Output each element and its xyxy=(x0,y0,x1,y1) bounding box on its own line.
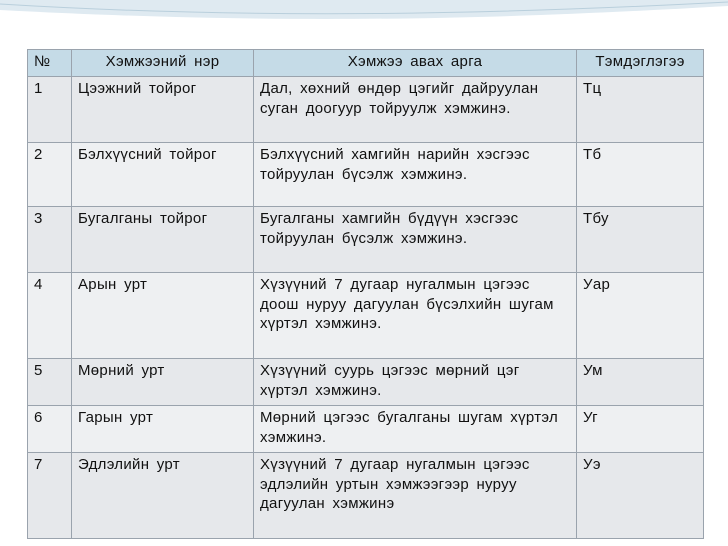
table-row xyxy=(28,453,704,539)
cell-no: 1 xyxy=(28,77,72,143)
cell-note: Уэ xyxy=(577,453,704,539)
cell-note: Тц xyxy=(577,77,704,143)
cell-name: Эдлэлийн урт xyxy=(72,453,254,539)
cell-note: Тбу xyxy=(577,207,704,273)
table-row xyxy=(28,406,704,453)
header-no: № xyxy=(28,50,72,77)
cell-no: 5 xyxy=(28,359,72,406)
header-note: Тэмдэглэгээ xyxy=(577,50,704,77)
table-row xyxy=(28,359,704,406)
table-row xyxy=(28,273,704,359)
table-row xyxy=(28,207,704,273)
cell-name: Мөрний урт xyxy=(72,359,254,406)
cell-method: Дал, хөхний өндөр цэгийг дайруулан суган доогуур тойруулж хэмжинэ. xyxy=(254,77,577,143)
cell-note: Уар xyxy=(577,273,704,359)
cell-method: Мөрний цэгээс бугалганы шугам хүртэл хэмжинэ. xyxy=(254,406,577,453)
cell-name: Цээжний тойрог xyxy=(72,77,254,143)
cell-name: Бэлхүүсний тойрог xyxy=(72,143,254,207)
cell-no: 2 xyxy=(28,143,72,207)
cell-no: 7 xyxy=(28,453,72,539)
cell-name: Бугалганы тойрог xyxy=(72,207,254,273)
cell-name: Гарын урт xyxy=(72,406,254,453)
table-row xyxy=(28,77,704,143)
cell-method: Хүзүүний 7 дугаар нугалмын цэгээс эдлэлийн уртын хэмжээгээр нуруу дагуулан хэмжинэ xyxy=(254,453,577,539)
cell-method: Хүзүүний 7 дугаар нугалмын цэгээс доош нуруу дагуулан бүсэлхийн шугам хүртэл хэмжинэ. xyxy=(254,273,577,359)
cell-method: Бэлхүүсний хамгийн нарийн хэсгээс тойруулан бүсэлж хэмжинэ. xyxy=(254,143,577,207)
header-name: Хэмжээний нэр xyxy=(72,50,254,77)
cell-note: Уг xyxy=(577,406,704,453)
cell-note: Ум xyxy=(577,359,704,406)
cell-no: 4 xyxy=(28,273,72,359)
cell-method: Бугалганы хамгийн бүдүүн хэсгээс тойруулан бүсэлж хэмжинэ. xyxy=(254,207,577,273)
cell-no: 3 xyxy=(28,207,72,273)
decorative-swoosh xyxy=(0,0,728,40)
cell-no: 6 xyxy=(28,406,72,453)
measurement-table xyxy=(27,49,704,539)
cell-method: Хүзүүний суурь цэгээс мөрний цэг хүртэл хэмжинэ. xyxy=(254,359,577,406)
table-header-row xyxy=(28,50,704,77)
cell-name: Арын урт xyxy=(72,273,254,359)
table-row xyxy=(28,143,704,207)
cell-note: Тб xyxy=(577,143,704,207)
header-method: Хэмжээ авах арга xyxy=(254,50,577,77)
